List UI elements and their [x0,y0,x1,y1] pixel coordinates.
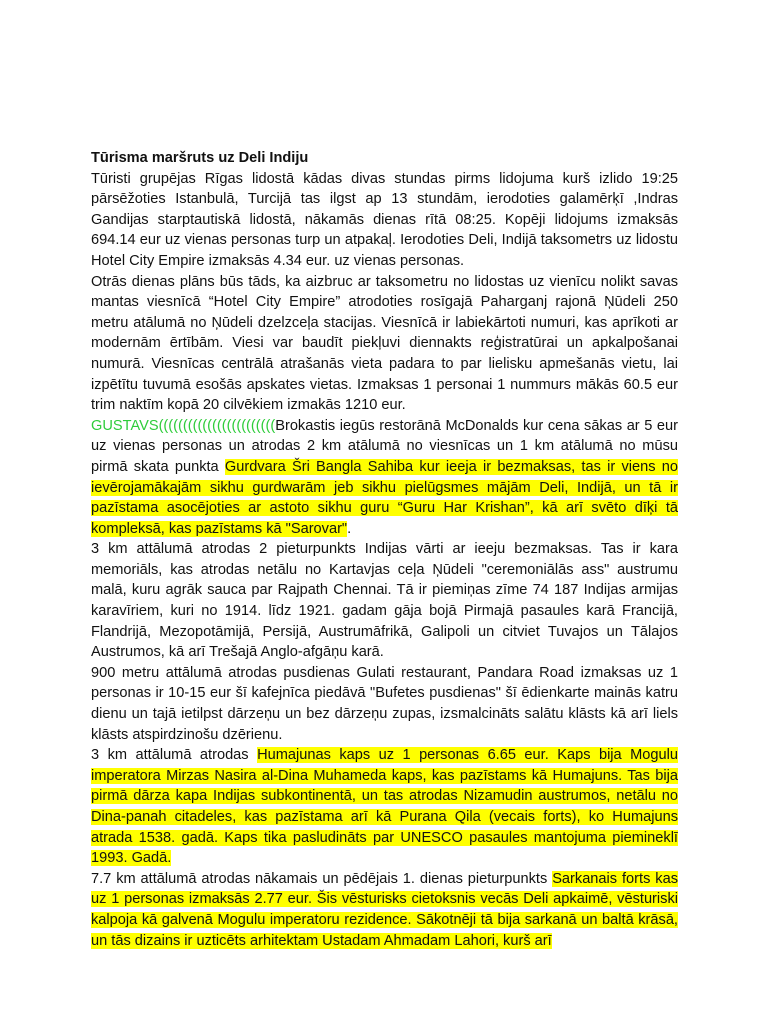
paragraph-end-period: . [347,520,352,537]
highlighted-gurdwara-text: Gurdvara Šri Bangla Sahiba kur ieeja ir bezmaksas, tas ir viens no ievērojamākajām sikhu gurdwarām jeb sikhu pielūgsmes mājām Deli, Indijā, un tā ir pazīstama asocējoties ar astoto sikhu guru “Guru Har Krishan”, kā arī svēto dīķi tā kompleksā, kas pazīstams kā "Sarovar" [91,458,678,537]
paragraph-india-gate: 3 km attālumā atrodas 2 pieturpunkts Indijas vārti ar ieeju bezmaksas. Tas ir kara memoriāls, kas atrodas netālu no Kartavjas ceļa Ņūdeli "ceremoniālās ass" austrumu malā, kuru agrāk sauca par Rajpath Chennai. Tā ir piemiņas zīme 74 187 Indijas armijas karavīriem, kuri no 1914. līdz 1921. gadam gāja bojā Pirmajā pasaules karā Francijā, Flandrijā, Mezopotāmijā, Persijā, Austrumāfrikā, Galipoli un citviet Tuvajos un Tālajos Austrumos, kā arī Trešajā Anglo-afgāņu karā. [91,541,678,661]
paragraph-lunch: 900 metru attālumā atrodas pusdienas Gulati restaurant, Pandara Road izmaksas uz 1 personas ir 10-15 eur šī kafejnīca piedāvā "Bufetes pusdienas" šī ēdienkarte mainās katru dienu un tajā ietilpst dārzeņu un bez dārzeņu zupas, izsmalcināts salātu klāsts kā arī liels klāsts atspirdzinošu dzērienu. [91,664,678,743]
paragraph-red-fort [91,869,678,951]
paragraph-hotel: Otrās dienas plāns būs tāds, ka aizbruc ar taksometru no lidostas uz vienīcu nolikt savas mantas viesnīcā “Hotel City Empire” atrodoties rosīgajā Paharganj rajonā Ņūdeli 250 metru atālumā no Ņūdeli dzelzceļa stacijas. Viesnīcā ir labiekārtoti numuri, kas aprīkoti ar modernām ērtībām. Viesi var baudīt piekļuvi diennakts reģistratūrai un apkalpošanai numurā. Viesnīcas centrālā atrašanās vieta padara to par lielisku apmešanās vietu, lai izpētītu tuvumā esošās apskates vietas. Izmaksas 1 personai 1 nummurs mākās 60.5 eur trim naktīm kopā 20 cilvēkiem izmakās 1210 eur. [91,273,678,414]
document-title: Tūrisma maršruts uz Deli Indiju [91,150,309,166]
paragraph-humayun-tomb [91,745,678,869]
highlighted-red-fort-text: Sarkanais forts kas uz 1 personas izmaksās 2.77 eur. Šis vēsturisks cietoksnis vecās Deli apkaimē, vēsturiski kalpoja kā galvenā Mogulu imperatoru rezidence. Sākotnēji tā bija sarkanā un baltā krāsā, un tās dizains ir uzticēts arhitektam Ustadam Ahmadam Lahori, kurš arī [91,870,678,949]
author-marker-text: GUSTAVS(((((((((((((((((((((((( [91,417,276,434]
humayun-intro-text: 3 km attālumā atrodas [91,747,258,764]
breakfast-text: Brokastis iegūs restorānā McDonalds kur cena sākas ar 5 eur uz vienas personas un atrodas 2 km atālumā no viesnīcas un 1 km atālumā no mūsu pirmā skata punkta [91,417,678,475]
paragraph-breakfast-gurdwara [91,416,678,540]
red-fort-intro-text: 7.7 km attālumā atrodas nākamais un pēdējais 1. dienas pieturpunkts [91,870,553,887]
paragraph-flight: Tūristi grupējas Rīgas lidostā kādas divas stundas pirms lidojuma kurš izlido 19:25 pārsēžoties Istanbulā, Turcijā tas ilgst ap 13 stundām, ierodoties galamērķī ,Indras Gandijas starptautiskā lidostā, nākamās dienas rītā 08:25. Kopēji lidojums izmaksās 694.14 eur uz vienas personas turp un atpakaļ. Ierodoties Deli, Indijā taksometrs uz lidostu Hotel City Empire izmaksās 4.34 eur. uz vienas personas. [91,170,678,269]
highlighted-humayun-text: Humajunas kaps uz 1 personas 6.65 eur. Kaps bija Mogulu imperatora Mirzas Nasira al-Dina Muhameda kaps, kas pazīstams kā Humajuns. Tas bija pirmā dārza kapa Indijas subkontinentā, un tas atrodas Nizamudin austrumos, netālu no Dina-panah citadeles, kas pazīstama arī kā Purana Qila (vecais forts), ko Humajuns atrada 1538. gadā. Kaps tika pasludināts par UNESCO pasaules mantojuma piemineklī 1993. Gadā. [91,747,678,867]
document-page [91,148,678,951]
